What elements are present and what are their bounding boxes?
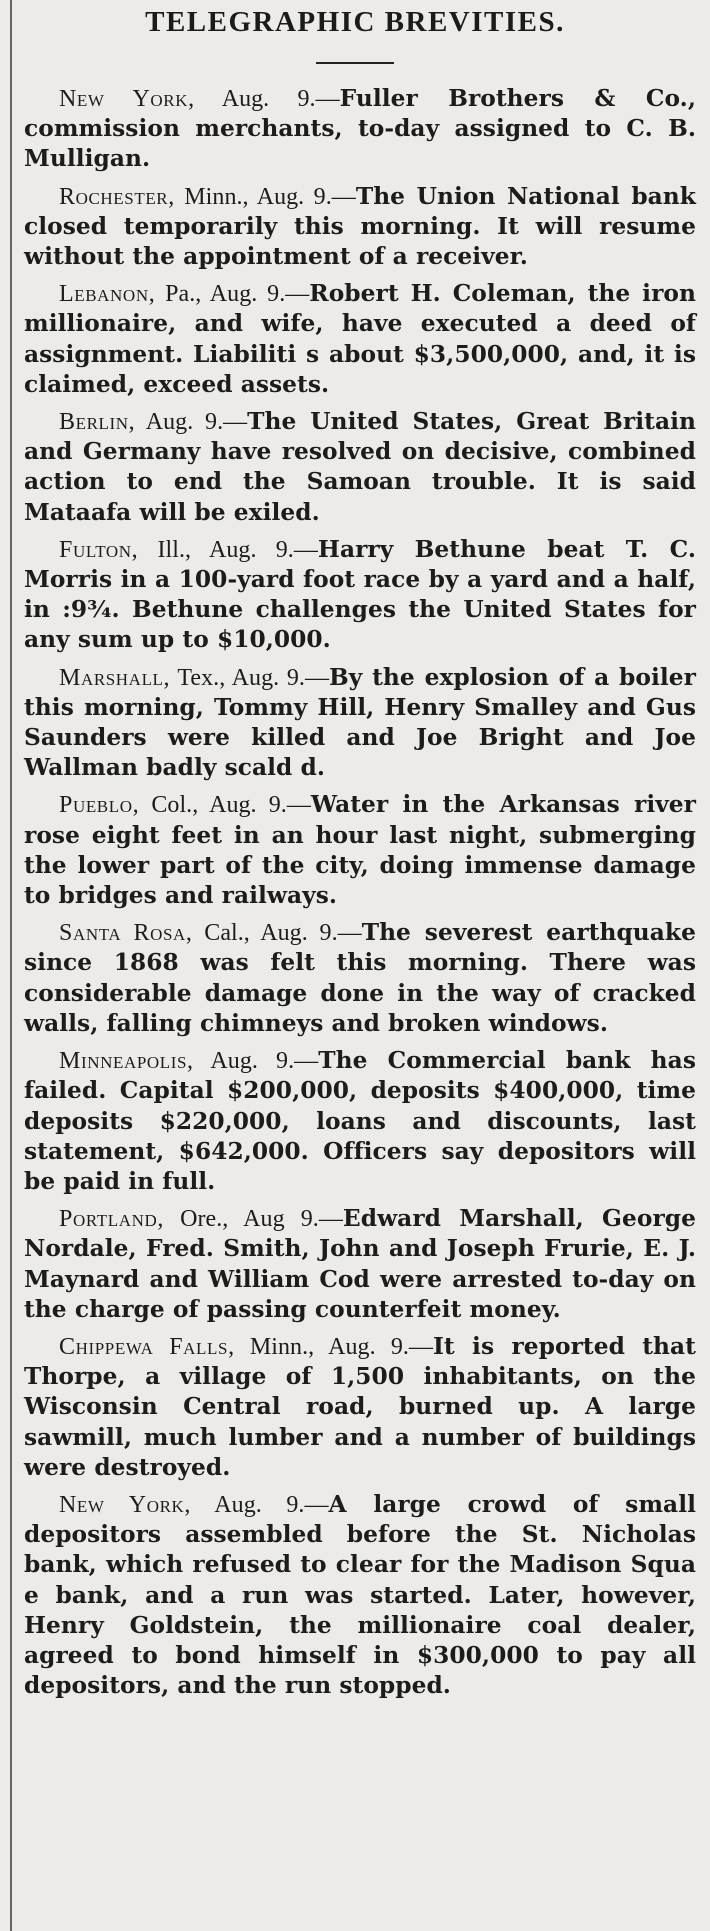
item-place: Portland, [59,1206,164,1233]
item-place: Berlin, [59,409,136,436]
item-date: Tex., Aug. 9.— [170,664,329,691]
item-text: Water in the Arkansas river rose eight feet in an hour last night, submerging the lower part of the city, doing immense damage to bridges and railways. [24,791,696,910]
item-date: Aug. 9.— [135,409,248,436]
headline: TELEGRAPHIC BREVITIES. [145,6,565,38]
item-place: Lebanon, [59,281,156,308]
item-date: Minn., Aug. 9.— [174,183,356,210]
item-place: Santa Rosa, [59,920,193,947]
item-text: By the explosion of a boiler this morning, Tommy Hill, Henry Smalley and Gus Saunders were killed and Joe Bright and Joe Wallman badly scald d. [24,663,696,782]
item-place: Chippewa Falls, [59,1333,235,1360]
news-item [24,1332,696,1483]
item-date: Ore., Aug 9.— [163,1206,343,1233]
headline-rule [316,62,394,64]
news-item [24,535,696,656]
news-item [24,918,696,1039]
item-date: Cal., Aug. 9.— [192,920,362,947]
item-place: Minneapolis, [59,1048,194,1075]
item-text: Harry Bethune beat T. C. Morris in a 100-yard foot race by a yard and a half, in :9¾. Bethune challenges the United States for any sum up to $10,000. [24,535,696,654]
news-item [24,407,696,528]
item-text: Fuller Brothers & Co., commission merchants, to-day assigned to C. B. Mulligan. [24,85,696,173]
item-date: Pa., Aug. 9.— [155,281,310,308]
item-date: Aug. 9.— [194,86,340,112]
item-place: New York, [59,1491,192,1518]
news-item [24,1490,696,1701]
item-text: It is reported that Thorpe, a village of 1,500 inhabitants, on the Wisconsin Central road, burned up. A large sawmill, much lumber and a number of buildings were destroyed. [24,1332,696,1481]
item-date: Col., Aug. 9.— [139,792,311,819]
news-item [24,182,696,273]
item-place: Rochester, [59,183,175,210]
item-text: The Commercial bank has failed. Capital $200,000, deposits $400,000, time deposits $220,000, loans and discounts, last statement, $642,000. Officers say depositors will be paid in full. [24,1047,696,1195]
news-item [24,790,696,911]
item-date: Ill., Aug. 9.— [138,536,318,563]
item-place: Pueblo, [59,792,140,819]
item-place: Fulton, [59,536,139,563]
news-item [24,663,696,784]
item-text: The severest earthquake since 1868 was felt this morning. There was considerable damage done in the way of cracked walls, falling chimneys and broken windows. [24,919,696,1037]
item-date: Aug. 9.— [193,1048,319,1075]
news-item [24,84,696,175]
item-place: New York, [59,86,195,112]
news-items [24,84,696,1708]
news-item [24,279,696,400]
item-date: Aug. 9.— [191,1491,329,1518]
item-text: The Union National bank closed temporarily this morning. It will resume without the appointment of a receiver. [24,182,696,271]
item-place: Marshall, [59,664,171,691]
news-item [24,1204,696,1325]
item-text: Robert H. Coleman, the iron millionaire, and wife, have executed a deed of assignment. Liabiliti s about $3,500,000, and, it is claimed, exceed assets. [24,280,696,398]
item-text: A large crowd of small depositors assembled before the St. Nicholas bank, which refused to clear for the Madison Squa e bank, and a run was started. Later, however, Henry Goldstein, the millionaire coal dealer, agreed to bond himself in $300,000 to pay all depositors, and the run stopped. [24,1490,696,1700]
item-text: Edward Marshall, George Nordale, Fred. Smith, John and Joseph Frurie, E. J. Maynard and William Cod were arrested to-day on the charge of passing counterfeit money. [24,1205,696,1323]
item-text: The United States, Great Britain and Germany have resolved on decisive, combined action to end the Samoan trouble. It is said Mataafa will be exiled. [24,408,696,526]
column-rule [10,0,12,1931]
news-item [24,1046,696,1197]
item-date: Minn., Aug. 9.— [234,1333,433,1360]
